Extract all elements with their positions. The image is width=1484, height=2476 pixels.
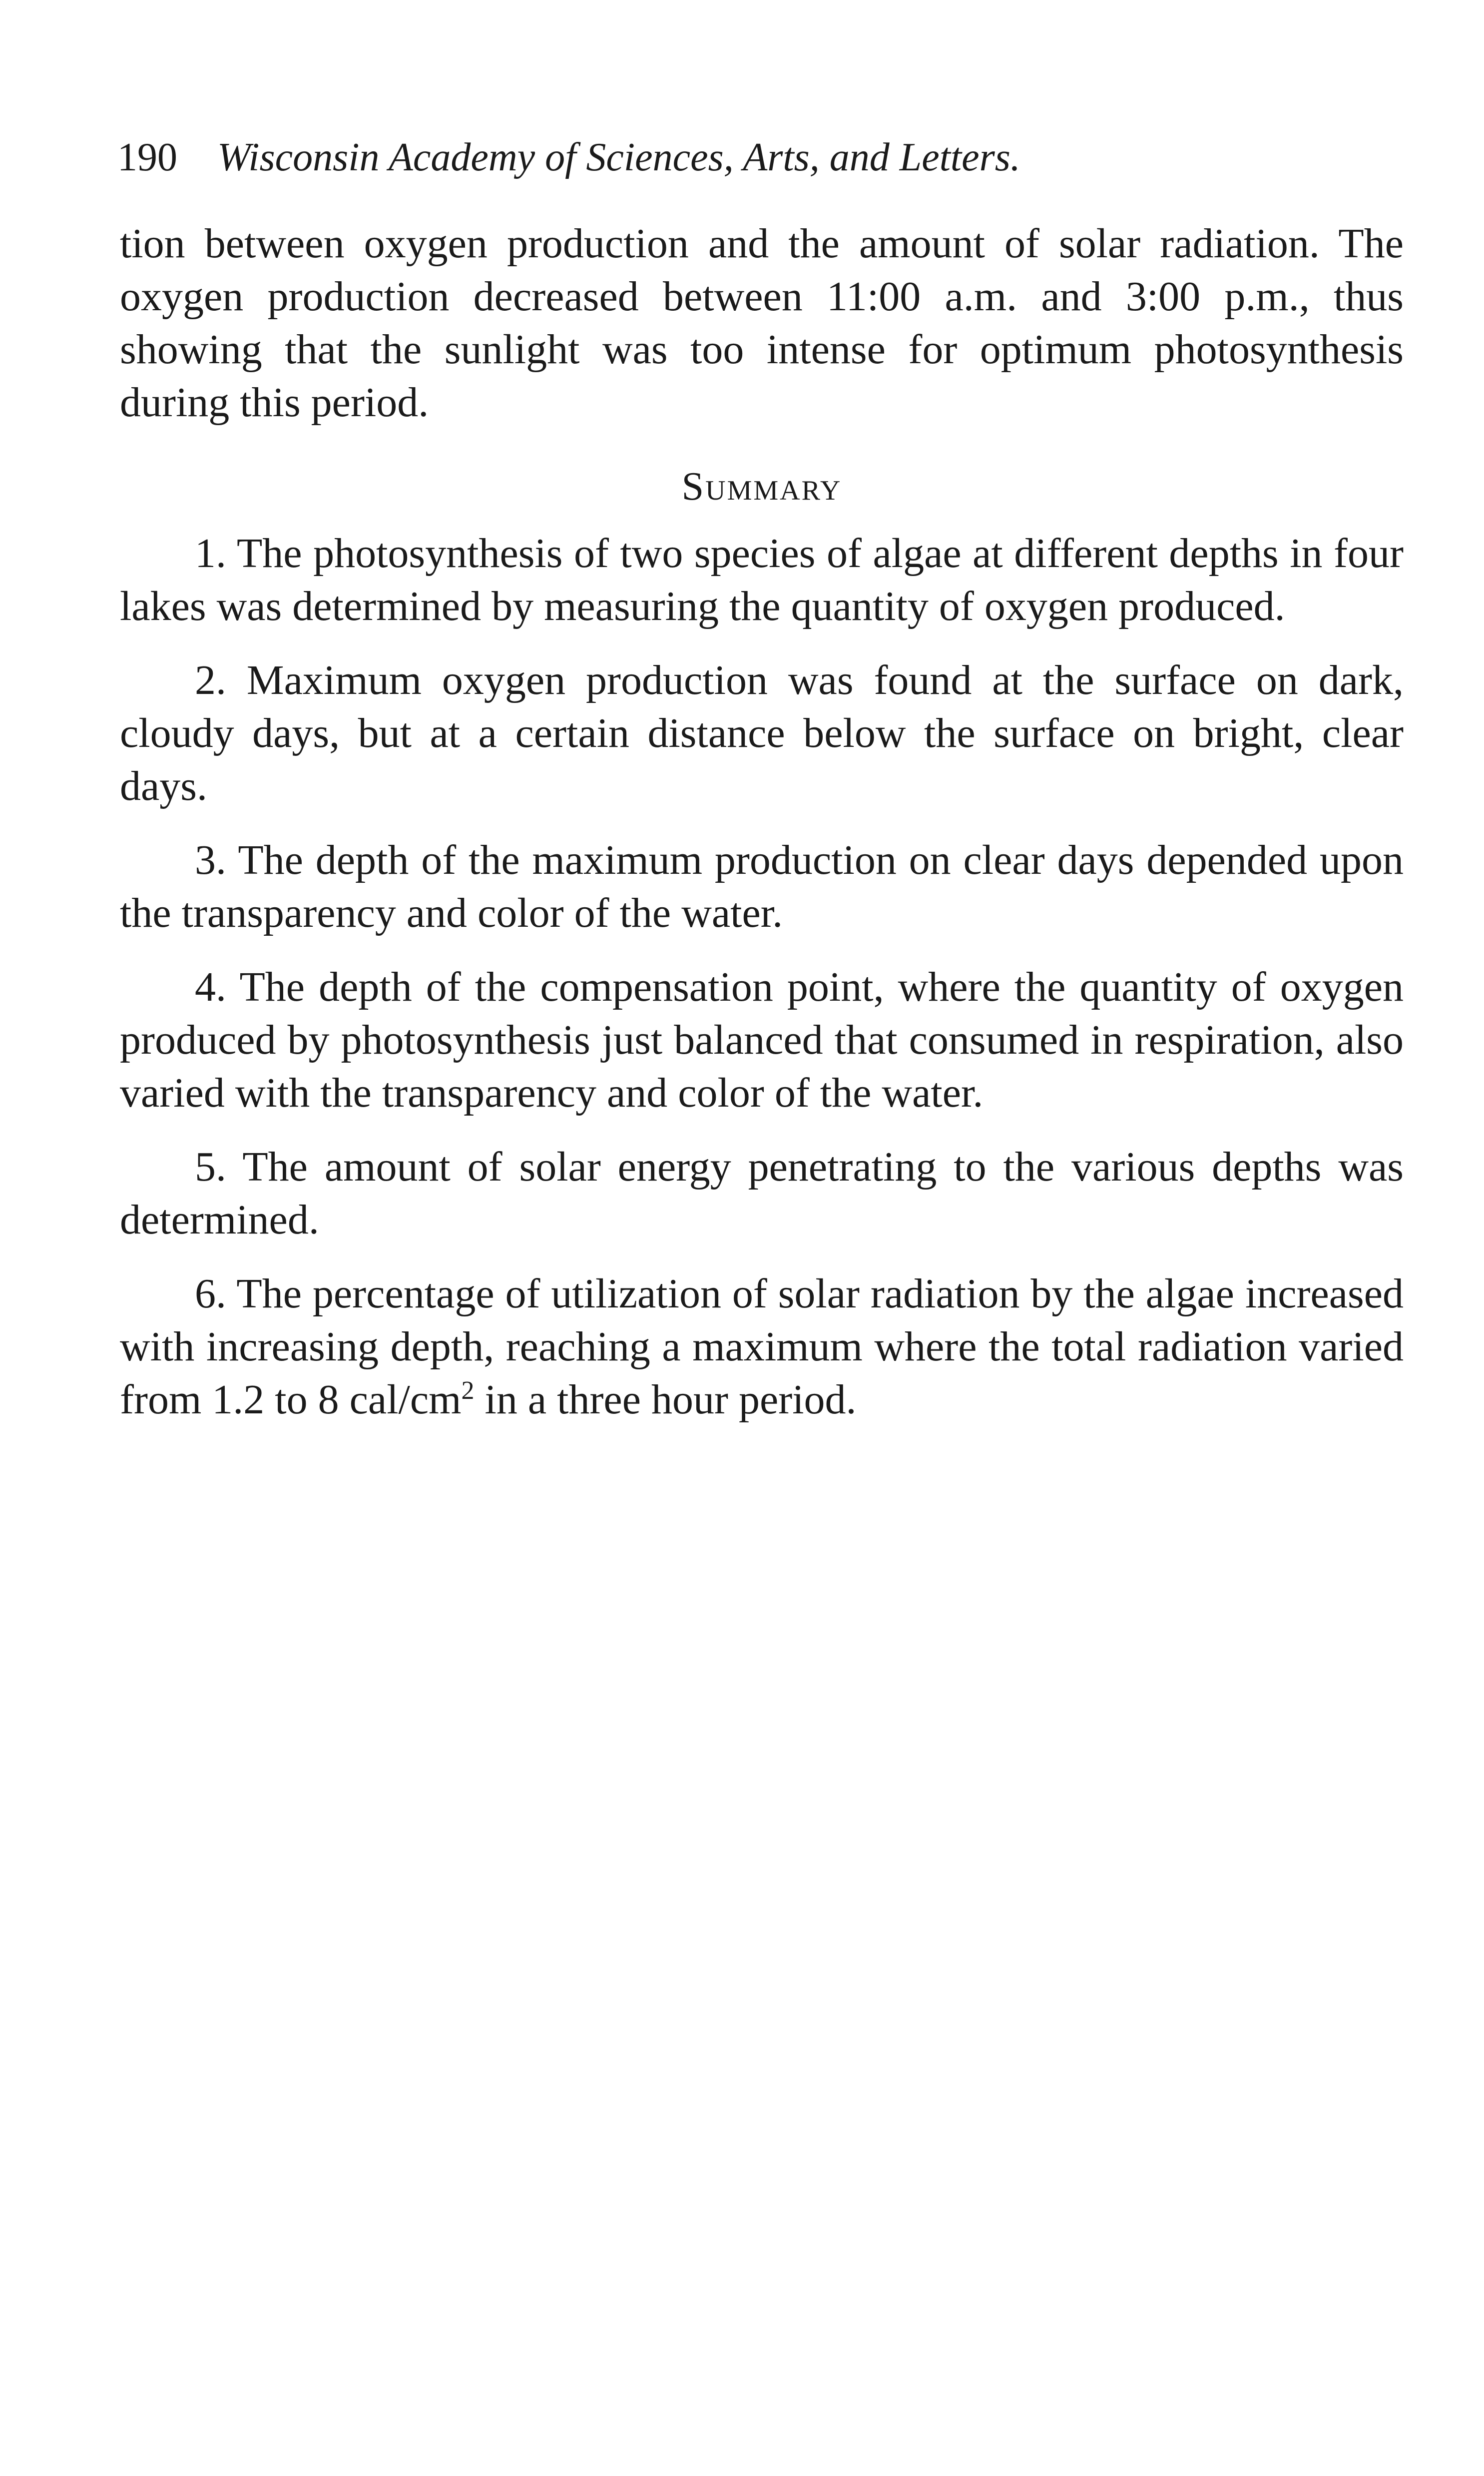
page-header — [117, 127, 1326, 187]
intro-paragraph: tion between oxygen production and the amount of solar radiation. The oxygen production decreased between 11:00 a.m. and 3:00 p.m., thus showing that the sunlight was too intense for optimum photosynthesis during this period. — [120, 220, 1404, 426]
running-title: Wisconsin Academy of Sciences, Arts, and Letters. — [217, 135, 1020, 179]
summary-item-1: 1. The photosynthesis of two species of algae at different depths in four lakes was determined by measuring the quantity of oxygen produced. — [120, 530, 1404, 629]
page-number: 190 — [117, 135, 177, 179]
body-text — [120, 217, 1404, 1447]
summary-item-5: 5. The amount of solar energy penetrating to the various depths was determined. — [120, 1144, 1404, 1243]
summary-item-3: 3. The depth of the maximum production on clear days depended upon the transparency and color of the water. — [120, 837, 1404, 936]
summary-item-6 — [120, 1267, 1404, 1426]
summary-item-4: 4. The depth of the compensation point, where the quantity of oxygen produced by photosynthesis just balanced that consumed in respiration, also varied with the transparency and color of the water. — [120, 964, 1404, 1116]
summary-heading: Summary — [681, 465, 842, 509]
summary-item-6-text-end: in a three hour period. — [474, 1376, 857, 1423]
summary-item-2: 2. Maximum oxygen production was found at the surface on dark, cloudy days, but at a certain distance below the surface on bright, clear days. — [120, 657, 1404, 809]
superscript-exponent: 2 — [461, 1376, 475, 1405]
summary-item-6-text: 6. The percentage of utilization of solar radiation by the algae increased with increasing depth, reaching a maximum where the total radiation varied from 1.2 to 8 cal/cm — [120, 1270, 1404, 1423]
